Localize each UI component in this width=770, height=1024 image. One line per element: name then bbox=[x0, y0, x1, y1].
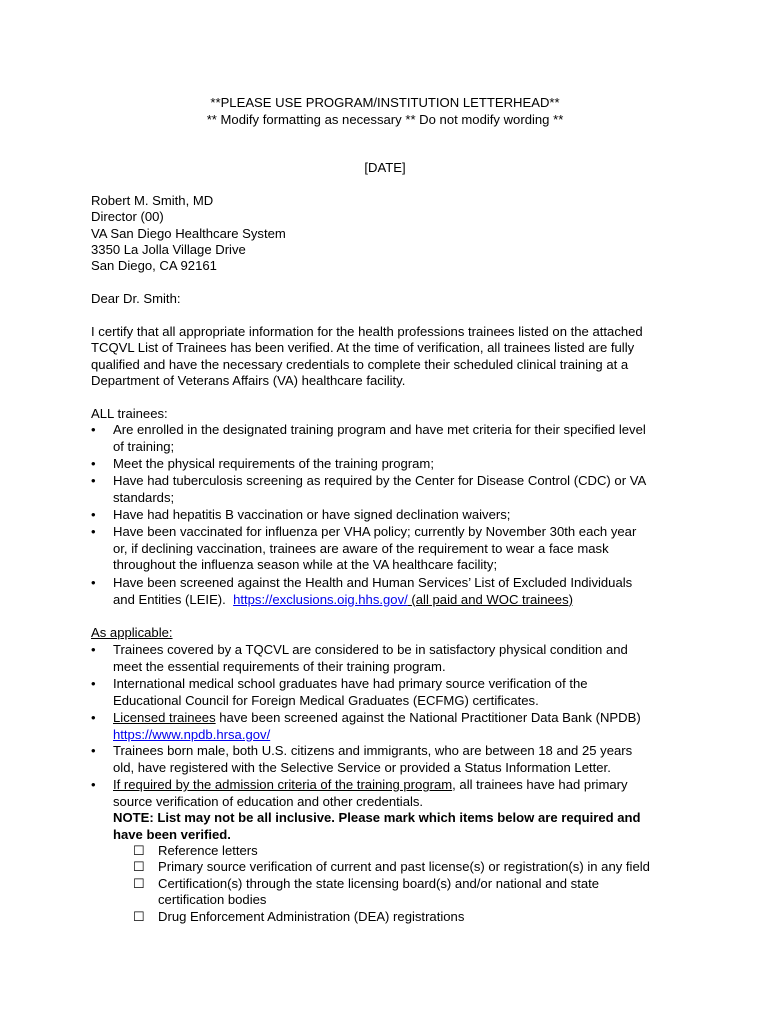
list-item-line: meet the essential requirements of their training program. bbox=[113, 658, 446, 674]
list-item-line: old, have registered with the Selective Service or provided a Status Information Letter. bbox=[113, 759, 611, 775]
note-text: have been verified. bbox=[113, 826, 231, 842]
bullet-icon: • bbox=[91, 456, 96, 471]
bullet-icon: • bbox=[91, 710, 96, 725]
intro-line: Department of Veterans Affairs (VA) healthcare facility. bbox=[91, 373, 406, 388]
list-item-line: of training; bbox=[113, 438, 175, 454]
bullet-icon: • bbox=[91, 777, 96, 792]
primary-text: , all trainees have had primary bbox=[452, 777, 628, 792]
list-item-line: Educational Council for Foreign Medical Graduates (ECFMG) certificates. bbox=[113, 692, 539, 708]
checklist-item[interactable] bbox=[133, 859, 650, 876]
licensed-trainees-text: Licensed trainees bbox=[113, 710, 216, 725]
bullet-icon: • bbox=[91, 473, 96, 488]
recipient-name: Robert M. Smith, MD bbox=[91, 193, 214, 208]
checkbox-icon[interactable]: ☐ bbox=[133, 876, 145, 891]
recipient-title: Director (00) bbox=[91, 209, 164, 224]
checkbox-icon[interactable]: ☐ bbox=[133, 843, 145, 858]
formatting-note: ** Modify formatting as necessary ** Do not modify wording ** bbox=[206, 112, 564, 127]
list-item-line: or, if declining vaccination, trainees are aware of the requirement to wear a face mask bbox=[113, 540, 609, 556]
list-item-line: Meet the physical requirements of the training program; bbox=[113, 456, 434, 471]
bullet-icon: • bbox=[91, 642, 96, 657]
bullet-icon: • bbox=[91, 676, 96, 691]
bullet-icon: • bbox=[91, 524, 96, 539]
bullet-icon: • bbox=[91, 507, 96, 522]
as-applicable-heading: As applicable: bbox=[91, 625, 173, 640]
list-item-line bbox=[113, 777, 685, 794]
note-text: NOTE: List may not be all inclusive. Please mark which items below are required and bbox=[113, 810, 641, 826]
checklist-item[interactable] bbox=[133, 876, 599, 893]
bullet-icon: • bbox=[91, 422, 96, 437]
salutation: Dear Dr. Smith: bbox=[91, 291, 181, 306]
leie-text: and Entities (LEIE). bbox=[113, 591, 234, 607]
checklist-label-continued: certification bodies bbox=[158, 892, 267, 907]
list-item-line: Trainees born male, both U.S. citizens and immigrants, who are between 18 and 25 years bbox=[113, 743, 633, 758]
all-trainees-heading: ALL trainees: bbox=[91, 406, 168, 421]
npdb-text: have been screened against the National Practitioner Data Bank (NPDB) bbox=[215, 710, 641, 725]
list-item-line: International medical school graduates have had primary source verification of the bbox=[113, 676, 588, 691]
list-item-line: throughout the influenza season while at the VA healthcare facility; bbox=[113, 557, 498, 573]
list-item-line: Trainees covered by a TQCVL are considered to be in satisfactory physical condition and bbox=[113, 642, 628, 657]
letterhead-note: **PLEASE USE PROGRAM/INSTITUTION LETTERHEAD** bbox=[210, 95, 560, 110]
list-item-line: Have had tuberculosis screening as required by the Center for Disease Control (CDC) or VA bbox=[113, 473, 647, 488]
checklist-label: Reference letters bbox=[158, 843, 258, 858]
recipient-city: San Diego, CA 92161 bbox=[91, 258, 217, 273]
npdb-link[interactable]: https://www.npdb.hrsa.gov/ bbox=[113, 726, 271, 742]
date-placeholder: [DATE] bbox=[364, 160, 406, 175]
admission-criteria-text: If required by the admission criteria of the training program bbox=[113, 777, 453, 792]
list-item-line: Have been screened against the Health and Human Services’ List of Excluded Individuals bbox=[113, 575, 633, 590]
checklist-item[interactable] bbox=[133, 843, 258, 860]
paid-woc-note: (all paid and WOC trainees) bbox=[407, 591, 573, 607]
list-item-line: standards; bbox=[113, 489, 175, 505]
list-item-line: Have been vaccinated for influenza per VHA policy; currently by November 30th each year bbox=[113, 524, 637, 539]
intro-line: qualified and have the necessary credentials to complete their scheduled clinical training at a bbox=[91, 357, 629, 372]
list-item-line bbox=[113, 727, 685, 744]
checklist-label: Drug Enforcement Administration (DEA) registrations bbox=[158, 909, 465, 924]
bullet-icon: • bbox=[91, 575, 96, 590]
list-item-line: Are enrolled in the designated training program and have met criteria for their specified level bbox=[113, 422, 646, 437]
oig-exclusions-link[interactable]: https://exclusions.oig.hhs.gov/ bbox=[233, 591, 408, 607]
bullet-icon: • bbox=[91, 743, 96, 758]
list-item-line: source verification of education and other credentials. bbox=[113, 793, 424, 809]
intro-line: I certify that all appropriate information for the health professions trainees listed on the attached bbox=[91, 324, 643, 339]
recipient-street: 3350 La Jolla Village Drive bbox=[91, 242, 246, 257]
intro-line: TCQVL List of Trainees has been verified. At the time of verification, all trainees listed are fully bbox=[91, 340, 635, 355]
checklist-label: Certification(s) through the state licensing board(s) and/or national and state bbox=[158, 876, 600, 891]
checkbox-icon[interactable]: ☐ bbox=[133, 859, 145, 874]
recipient-org: VA San Diego Healthcare System bbox=[91, 226, 286, 241]
list-item-line bbox=[113, 592, 685, 609]
list-item-line: Have had hepatitis B vaccination or have signed declination waivers; bbox=[113, 507, 511, 522]
list-item-line bbox=[113, 710, 685, 727]
checklist-item[interactable] bbox=[133, 909, 464, 926]
checkbox-icon[interactable]: ☐ bbox=[133, 909, 145, 924]
checklist-label: Primary source verification of current and past license(s) or registration(s) in any field bbox=[158, 859, 650, 874]
